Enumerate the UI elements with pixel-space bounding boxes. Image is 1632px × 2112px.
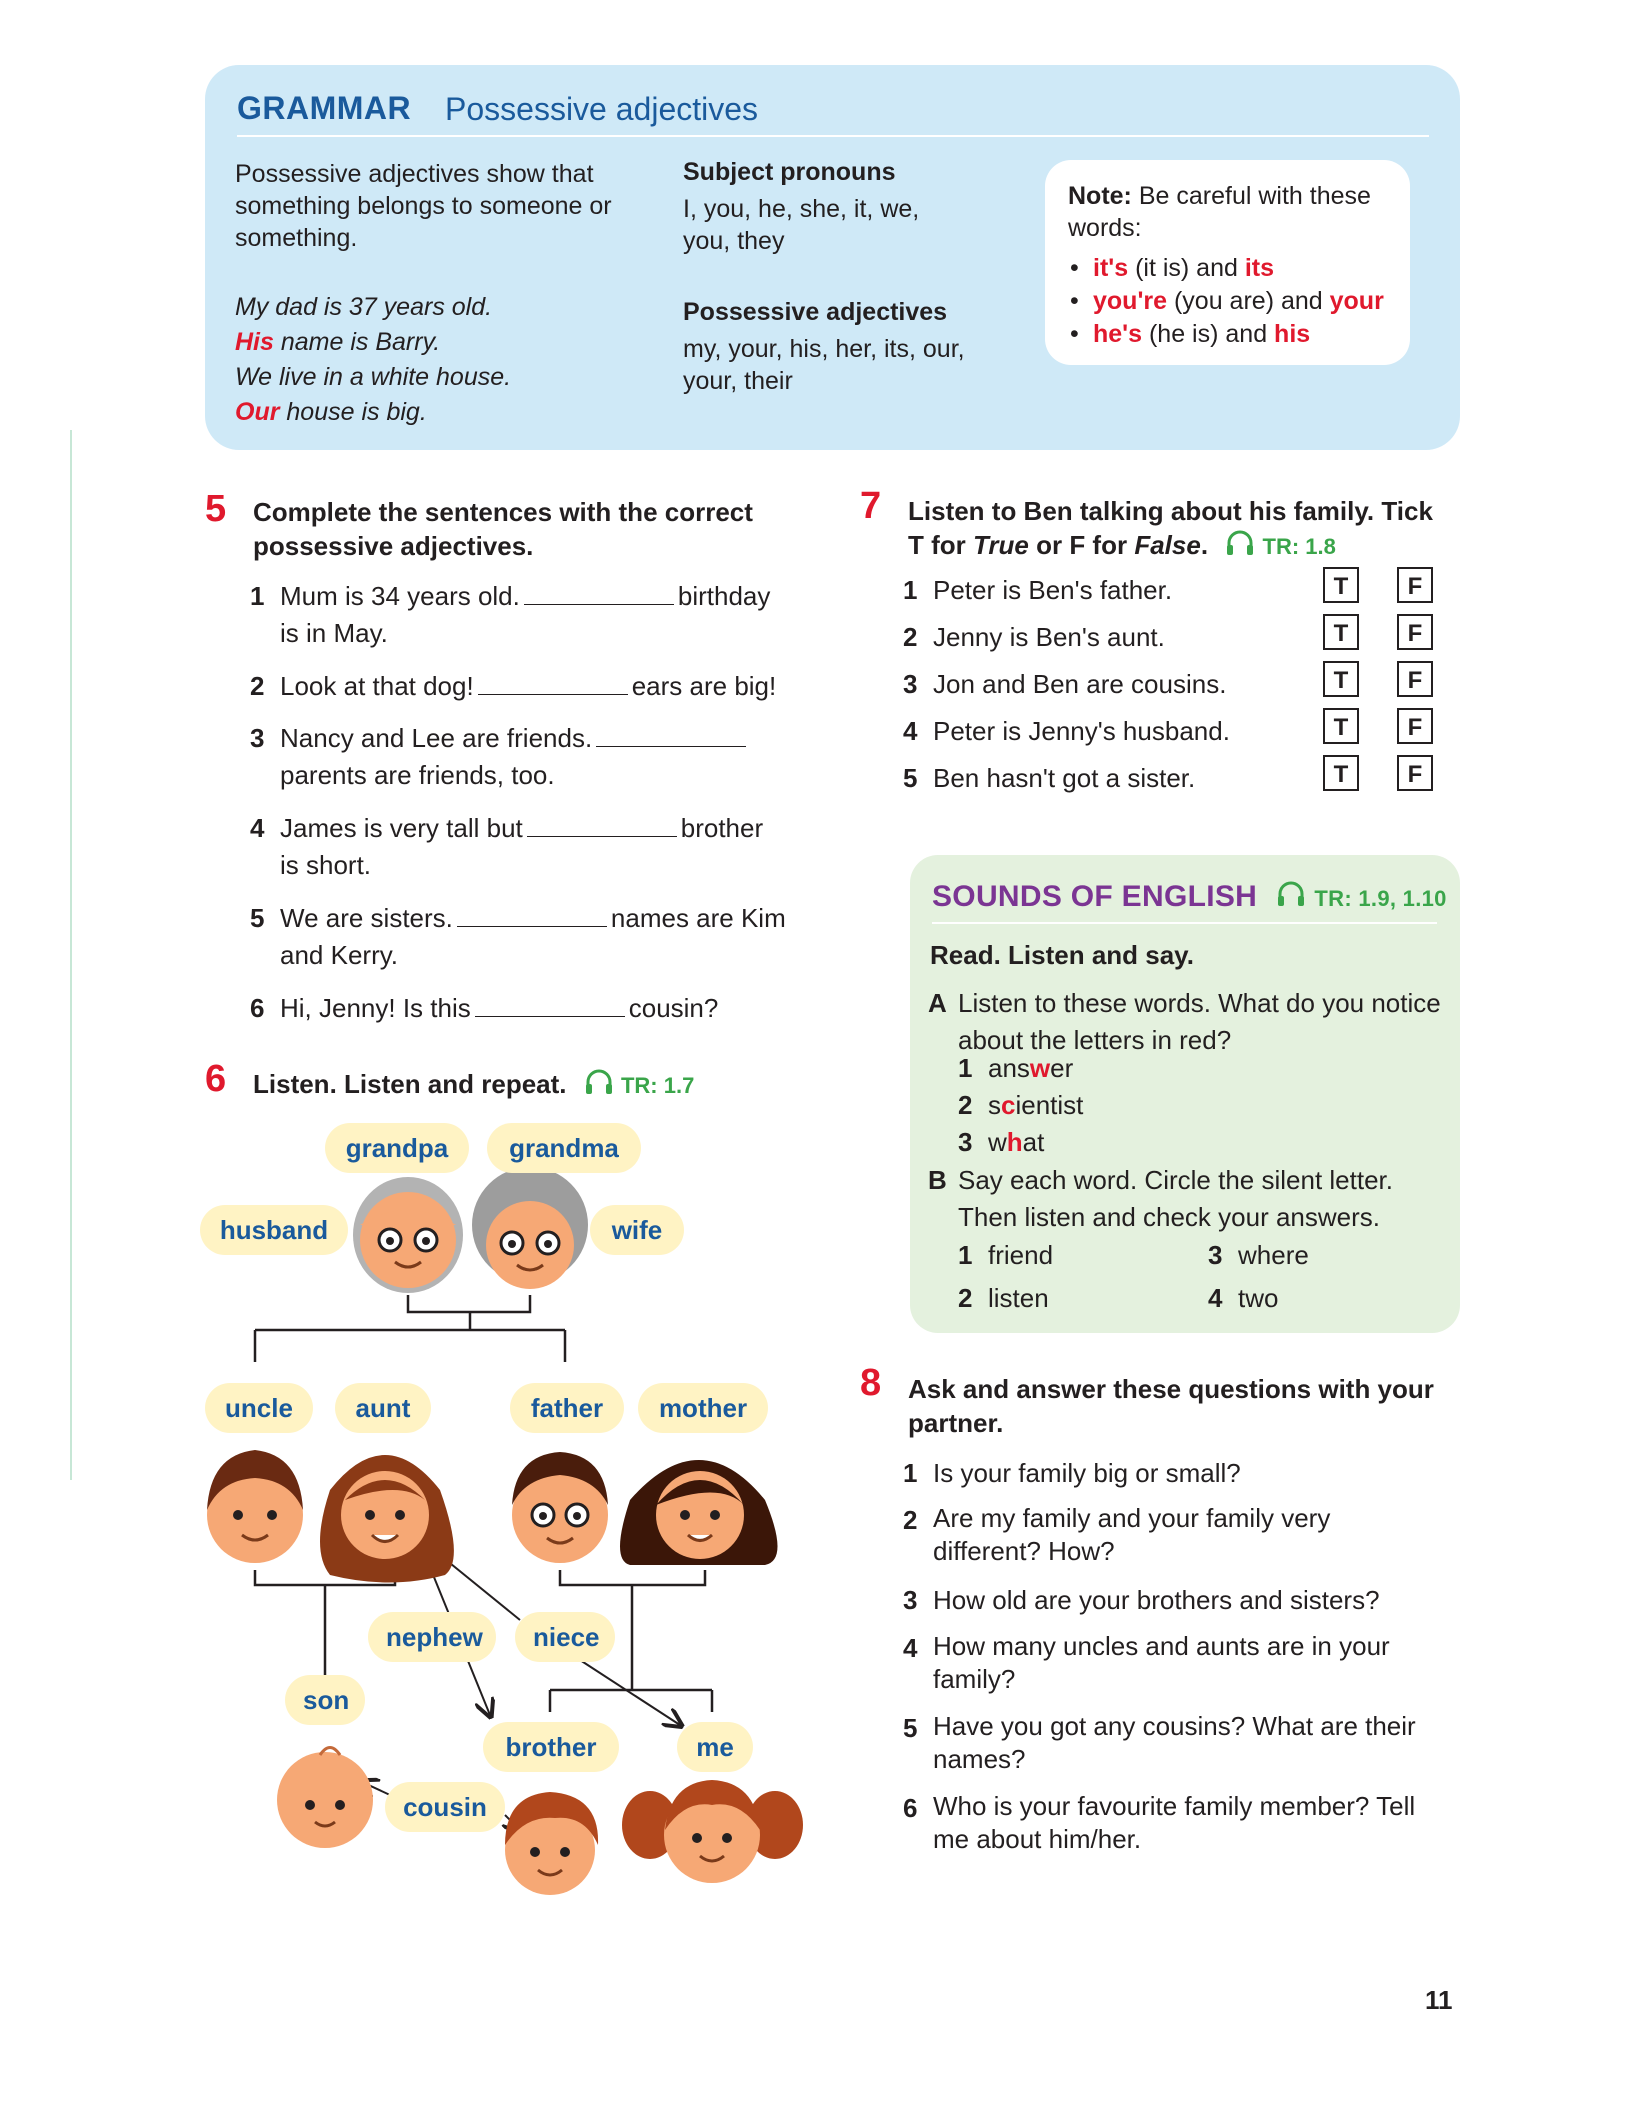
exercise-8-instruction: Ask and answer these questions with your partner. [908, 1374, 1434, 1438]
label-father: father [510, 1383, 624, 1433]
exercise-8-number: 8 [860, 1362, 882, 1404]
answer-blank[interactable] [457, 904, 607, 927]
brother-face-icon [505, 1792, 598, 1895]
answer-blank[interactable] [527, 814, 677, 837]
sounds-part-a: A Listen to these words. What do you notice about the letters in red? [928, 988, 1441, 1055]
false-checkbox[interactable]: F [1397, 661, 1433, 697]
possessive-adjectives-list: my, your, his, her, its, our, your, their [683, 335, 965, 395]
label-uncle: uncle [205, 1383, 313, 1433]
exercise-5-item-3: 3 Nancy and Lee are friends. parents are friends, too. [250, 720, 810, 800]
exercise-8-item-5: 5 Have you got any cousins? What are their names? [903, 1711, 1416, 1774]
mother-face-icon [620, 1460, 778, 1565]
track-number: TR: 1.9, 1.10 [1314, 886, 1447, 911]
answer-blank[interactable] [475, 994, 625, 1017]
label-mother: mother [638, 1383, 768, 1433]
exercise-5-item-4: 4 James is very tall but brother is short. [250, 813, 764, 880]
true-checkbox[interactable]: T [1323, 661, 1359, 697]
label-nephew: nephew [368, 1612, 496, 1662]
headphones-icon[interactable] [584, 1068, 614, 1104]
false-checkbox[interactable]: F [1397, 708, 1433, 744]
label-me: me [677, 1722, 753, 1772]
sounds-part-b: B Say each word. Circle the silent letter. Then listen and check your answers. [928, 1165, 1393, 1232]
answer-blank[interactable] [596, 724, 746, 747]
page-number: 11 [1425, 1985, 1453, 2015]
exercise-6-number: 6 [205, 1058, 227, 1100]
true-checkbox[interactable]: T [1323, 755, 1359, 791]
grammar-subtitle: Possessive adjectives [445, 91, 759, 127]
true-checkbox[interactable]: T [1323, 708, 1359, 744]
sounds-title: SOUNDS OF ENGLISH TR: 1.9, 1.10 [932, 880, 1447, 916]
true-checkbox[interactable]: T [1323, 567, 1359, 603]
exercise-8-item-1: 1 Is your family big or small? [903, 1458, 1241, 1488]
note-text: Note: Be careful with these words: [1068, 182, 1371, 242]
grammar-examples [235, 290, 655, 430]
example-line: Our house is big. [235, 398, 427, 426]
note-list [1068, 252, 1408, 351]
headphones-icon[interactable] [1276, 880, 1306, 916]
father-face-icon [512, 1452, 608, 1563]
note-item: • he's (he is) and his [1068, 318, 1408, 351]
label-grandpa: grandpa [325, 1123, 469, 1173]
label-son: son [285, 1675, 365, 1725]
label-cousin: cousin [385, 1782, 505, 1832]
label-husband: husband [200, 1205, 348, 1255]
track-number: TR: 1.7 [620, 1073, 695, 1098]
exercise-8-item-3: 3 How old are your brothers and sisters? [903, 1585, 1380, 1615]
label-wife: wife [590, 1205, 684, 1255]
label-grandma: grandma [487, 1123, 641, 1173]
grandma-face-icon [472, 1167, 588, 1289]
note-item: • you're (you are) and your [1068, 285, 1408, 318]
exercise-5-item-2: 2 Look at that dog! ears are big! [250, 671, 777, 701]
subject-pronouns-heading: Subject pronouns [683, 158, 896, 186]
possessive-adjectives-heading: Possessive adjectives [683, 298, 948, 326]
subject-pronouns-list: I, you, he, she, it, we, you, they [683, 195, 920, 255]
exercise-8-item-6: 6 Who is your favourite family member? Tell me about him/her. [903, 1791, 1416, 1854]
false-checkbox[interactable]: F [1397, 567, 1433, 603]
label-niece: niece [515, 1612, 615, 1662]
sounds-subheading: Read. Listen and say. [930, 940, 1194, 970]
false-checkbox[interactable]: F [1397, 755, 1433, 791]
me-face-icon [622, 1780, 803, 1883]
exercise-5-item-1: 1 Mum is 34 years old. birthday is in May. [250, 581, 771, 648]
grammar-intro: Possessive adjectives show that something belongs to someone or something. [235, 160, 612, 252]
false-checkbox[interactable]: F [1397, 614, 1433, 650]
exercise-5-item-5: 5 We are sisters. names are Kim and Kerry. [250, 903, 786, 970]
exercise-8-item-4: 4 How many uncles and aunts are in your family? [903, 1631, 1390, 1694]
track-number: TR: 1.8 [1262, 534, 1336, 559]
true-checkbox[interactable]: T [1323, 614, 1359, 650]
answer-blank[interactable] [478, 672, 628, 695]
baby-cousin-face-icon [277, 1748, 373, 1849]
headphones-icon[interactable] [1225, 529, 1255, 565]
exercise-6-instruction: Listen. Listen and repeat. TR: 1.7 [253, 1067, 694, 1104]
grammar-divider [237, 135, 1429, 137]
uncle-face-icon [207, 1450, 303, 1563]
grammar-title: GRAMMAR [237, 90, 412, 126]
exercise-5-item-6: 6 Hi, Jenny! Is this cousin? [250, 993, 719, 1023]
label-brother: brother [483, 1722, 619, 1772]
exercise-7-instruction: Listen to Ben talking about his family. Tick T for True or F for False. TR: 1.8 [908, 494, 1468, 565]
exercise-5-instruction: Complete the sentences with the correct possessive adjectives. [253, 497, 753, 561]
margin-line [70, 430, 72, 1480]
exercise-7-number: 7 [860, 485, 882, 527]
answer-blank[interactable] [524, 582, 674, 605]
aunt-face-icon [320, 1455, 454, 1583]
exercise-8-item-2: 2 Are my family and your family very different? How? [903, 1503, 1331, 1566]
sounds-divider [932, 922, 1437, 924]
example-line: His name is Barry. [235, 328, 441, 356]
example-line: My dad is 37 years old. [235, 293, 493, 321]
note-item: • it's (it is) and its [1068, 252, 1408, 285]
exercise-5-number: 5 [205, 488, 227, 530]
grandpa-face-icon [353, 1177, 463, 1293]
label-aunt: aunt [335, 1383, 431, 1433]
example-line: We live in a white house. [235, 363, 512, 391]
